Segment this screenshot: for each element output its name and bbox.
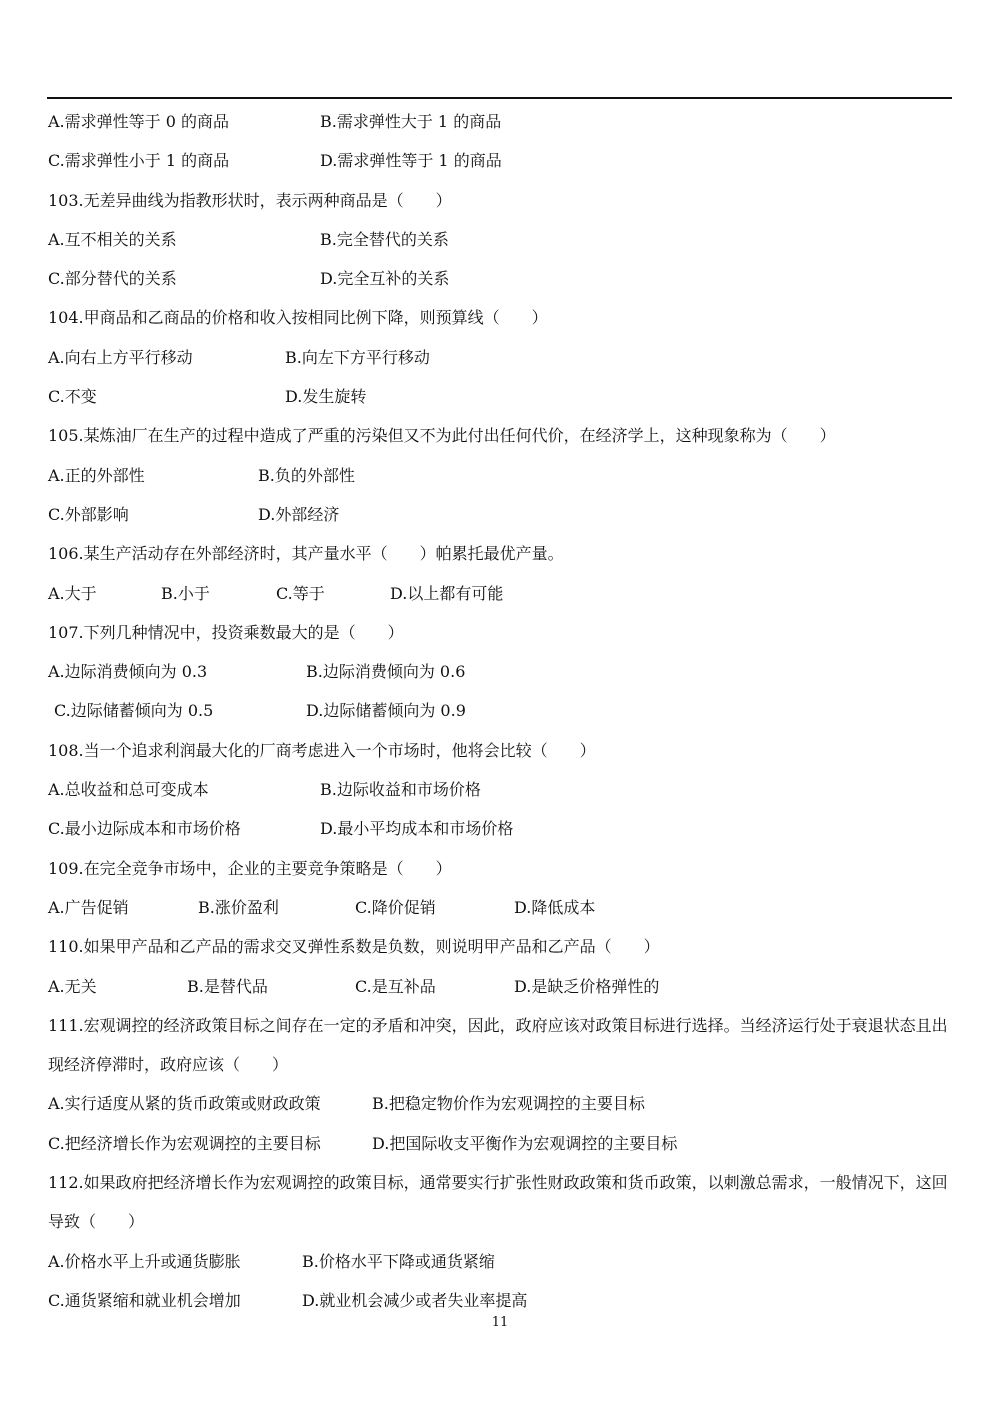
question-112: 112.如果政府把经济增长作为宏观调控的政策目标，通常要实行扩张性财政政策和货币政策，以刺激总需求，一般情况下，这回导致（ ） xyxy=(48,1173,948,1232)
option: B.是替代品 xyxy=(187,976,268,996)
option: D.外部经济 xyxy=(258,504,340,524)
options-row xyxy=(48,691,953,730)
option: A.无关 xyxy=(48,976,97,996)
options-row xyxy=(48,1242,953,1281)
options-row xyxy=(48,967,953,1006)
option: A.边际消费倾向为 0.3 xyxy=(48,662,208,682)
option: D.完全互补的关系 xyxy=(320,269,450,289)
option: B.边际收益和市场价格 xyxy=(320,780,481,800)
option: C.降价促销 xyxy=(355,897,436,917)
option: D.最小平均成本和市场价格 xyxy=(320,819,514,839)
option: A.互不相关的关系 xyxy=(48,229,177,249)
option: B.负的外部性 xyxy=(258,465,355,485)
option: C.把经济增长作为宏观调控的主要目标 xyxy=(48,1133,321,1153)
option: B.边际消费倾向为 0.6 xyxy=(306,662,466,682)
question-107: 107.下列几种情况中，投资乘数最大的是（ ） xyxy=(48,622,404,642)
option: A.大于 xyxy=(48,583,97,603)
option: C.通货紧缩和就业机会增加 xyxy=(48,1290,241,1310)
option: C.是互补品 xyxy=(355,976,436,996)
options-row xyxy=(48,1084,953,1123)
options-row xyxy=(48,220,953,259)
option: C.部分替代的关系 xyxy=(48,269,177,289)
option: D.边际储蓄倾向为 0.9 xyxy=(306,701,466,721)
options-row xyxy=(48,574,953,613)
option: B.完全替代的关系 xyxy=(320,229,449,249)
option: C.外部影响 xyxy=(48,504,129,524)
options-row xyxy=(48,377,953,416)
header-rule xyxy=(47,97,952,99)
page-number: 11 xyxy=(491,1315,509,1330)
option: B.价格水平下降或通货紧缩 xyxy=(302,1251,495,1271)
option: A.需求弹性等于 0 的商品 xyxy=(48,112,229,131)
option: A.向右上方平行移动 xyxy=(48,347,193,367)
exam-page xyxy=(48,102,953,1320)
option: A.正的外部性 xyxy=(48,465,145,485)
option: C.需求弹性小于 1 的商品 xyxy=(48,151,230,171)
option: A.总收益和总可变成本 xyxy=(48,780,209,800)
options-row xyxy=(48,338,953,377)
option: D.是缺乏价格弹性的 xyxy=(514,976,660,996)
option: B.把稳定物价作为宏观调控的主要目标 xyxy=(372,1094,645,1114)
option: C.边际储蓄倾向为 0.5 xyxy=(54,701,214,721)
options-row xyxy=(48,259,953,298)
options-row xyxy=(48,652,953,691)
options-row xyxy=(48,495,953,534)
option: C.等于 xyxy=(276,583,325,603)
options-row xyxy=(48,809,953,848)
option: D.发生旋转 xyxy=(285,387,367,407)
option: C.最小边际成本和市场价格 xyxy=(48,819,241,839)
option: A.广告促销 xyxy=(48,897,129,917)
options-row xyxy=(48,888,953,927)
question-111: 111.宏观调控的经济政策目标之间存在一定的矛盾和冲突，因此，政府应该对政策目标进行选择。当经济运行处于衰退状态且出现经济停滞时，政府应该（ ） xyxy=(48,1015,948,1075)
option: D.降低成本 xyxy=(514,897,596,917)
option: B.小于 xyxy=(161,583,210,603)
option: D.以上都有可能 xyxy=(390,583,504,603)
options-row xyxy=(48,456,953,495)
question-109: 109.在完全竞争市场中，企业的主要竞争策略是（ ） xyxy=(48,858,452,878)
question-103: 103.无差异曲线为指教形状时，表示两种商品是（ ） xyxy=(48,190,452,210)
option: D.就业机会减少或者失业率提高 xyxy=(302,1290,528,1310)
option: B.向左下方平行移动 xyxy=(285,347,430,367)
option: D.把国际收支平衡作为宏观调控的主要目标 xyxy=(372,1133,678,1153)
options-row xyxy=(48,141,953,180)
options-row xyxy=(48,1124,953,1163)
options-row xyxy=(48,102,953,141)
question-110: 110.如果甲产品和乙产品的需求交叉弹性系数是负数，则说明甲产品和乙产品（ ） xyxy=(48,937,660,957)
option: D.需求弹性等于 1 的商品 xyxy=(320,151,502,171)
question-108: 108.当一个追求利润最大化的厂商考虑进入一个市场时，他将会比较（ ） xyxy=(48,740,596,760)
option: A.价格水平上升或通货膨胀 xyxy=(48,1251,241,1271)
option: C.不变 xyxy=(48,387,97,407)
question-105: 105.某炼油厂在生产的过程中造成了严重的污染但又不为此付出任何代价，在经济学上，这种现象称为（ ） xyxy=(48,426,836,446)
option: B.涨价盈利 xyxy=(198,897,279,917)
option: B.需求弹性大于 1 的商品 xyxy=(320,112,502,131)
question-106: 106.某生产活动存在外部经济时，其产量水平（ ）帕累托最优产量。 xyxy=(48,544,564,564)
options-row xyxy=(48,770,953,809)
option: A.实行适度从紧的货币政策或财政政策 xyxy=(48,1094,321,1114)
question-104: 104.甲商品和乙商品的价格和收入按相同比例下降，则预算线（ ） xyxy=(48,308,548,328)
